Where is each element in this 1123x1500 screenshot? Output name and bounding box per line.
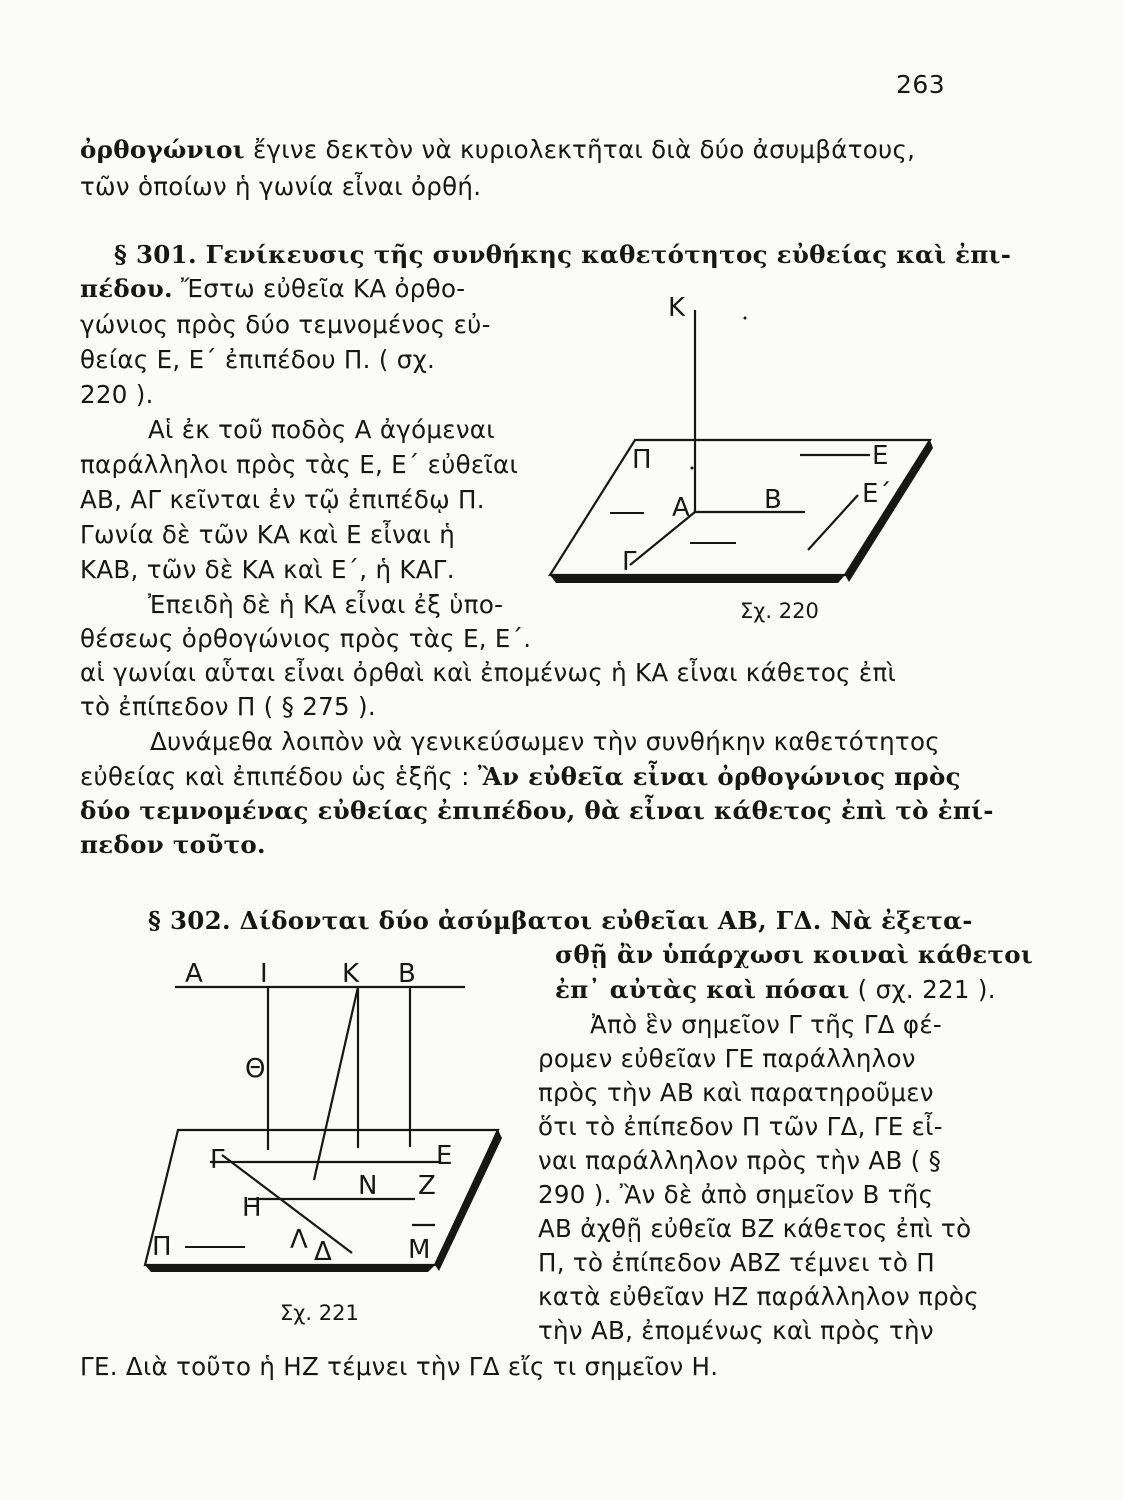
label-a: Α (185, 959, 203, 989)
text-line: κατὰ εὐθεῖαν ΗΖ παράλληλον πρὸς (538, 1282, 979, 1311)
text-line: Γωνία δὲ τῶν ΚΑ καὶ Ε εἶναι ἡ (80, 520, 456, 549)
text-line: ΑΒ ἀχθῇ εὐθεῖα ΒΖ κάθετος ἐπὶ τὸ (538, 1214, 972, 1243)
label-g: Γ (622, 547, 637, 577)
label-b: Β (764, 485, 782, 515)
bold-term: πέδου. (80, 274, 173, 303)
dot-mark (691, 467, 694, 470)
bold-term: ὀρθογώνιοι (80, 135, 245, 164)
text-line: Δυνάμεθα λοιπὸν νὰ γενικεύσωμεν τὴν συνθήκην καθετότητος (150, 727, 940, 756)
label-pi: Π (152, 1232, 172, 1262)
line-k-lambda (314, 987, 358, 1180)
bold-theorem-line: δύο τεμνομένας εὐθείας ἐπιπέδου, θὰ εἶναι κάθετος ἐπὶ τὸ ἐπί- (80, 796, 994, 825)
bold-theorem: Ἂν εὐθεῖα εἶναι ὀρθογώνιος πρὸς (477, 762, 961, 791)
text-line: πρὸς τὴν ΑΒ καὶ παρατηροῦμεν (538, 1078, 934, 1107)
figure-221 (130, 950, 535, 1350)
label-i: Ι (260, 959, 268, 989)
text-line: τὴν ΑΒ, ἐπομένως καὶ πρὸς τὴν (538, 1316, 934, 1345)
text-line: Π, τὸ ἐπίπεδον ΑΒΖ τέμνει τὸ Π (538, 1248, 935, 1277)
label-e: Ε (436, 1141, 453, 1171)
text-line: ὅτι τὸ ἐπίπεδον Π τῶν ΓΔ, ΓΕ εἶ- (538, 1112, 943, 1141)
plane-shadow (550, 575, 845, 583)
text-line (80, 135, 915, 164)
section-302-heading: § 302. Δίδονται δύο ἀσύμβατοι εὐθεῖαι ΑΒ, ΓΔ. Νὰ ἐξετα- (148, 906, 973, 935)
text-line (80, 274, 465, 303)
text-line: αἱ γωνίαι αὗται εἶναι ὀρθαὶ καὶ ἐπομένως ἡ ΚΑ εἶναι κάθετος ἐπὶ (80, 658, 897, 687)
dot-mark (744, 317, 747, 320)
text-line: ΑΒ, ΑΓ κεῖνται ἐν τῷ ἐπιπέδῳ Π. (80, 485, 485, 514)
bold-theorem-line: πεδον τοῦτο. (80, 830, 266, 859)
text-line: ΓΕ. Διὰ τοῦτο ἡ ΗΖ τέμνει τὴν ΓΔ εἴς τι σημεῖον Η. (80, 1352, 719, 1381)
label-k: Κ (668, 293, 686, 323)
label-g: Γ (210, 1145, 225, 1175)
text-line: 290 ). Ἂν δὲ ἀπὸ σημεῖον Β τῆς (538, 1180, 934, 1209)
label-m: Μ (408, 1235, 431, 1265)
text-run: ἔγινε δεκτὸν νὰ κυριολεκτῆται διὰ δύο ἀσυμβάτους, (244, 135, 916, 164)
section-302-heading-cont: σθῇ ἂν ὑπάρχωσι κοιναὶ κάθετοι (555, 940, 1034, 969)
text-line: 220 ). (80, 380, 154, 409)
text-run: Ἔστω εὐθεῖα ΚΑ ὀρθο- (172, 274, 466, 303)
plane-shadow (145, 1265, 435, 1272)
text-line: παράλληλοι πρὸς τὰς Ε, Ε΄ εὐθεῖαι (80, 450, 519, 479)
text-line: Ἀπὸ ἓν σημεῖον Γ τῆς ΓΔ φέ- (590, 1010, 943, 1039)
label-delta: Δ (314, 1237, 332, 1267)
label-theta: Θ (245, 1054, 266, 1084)
text-line: Αἱ ἐκ τοῦ ποδὸς Α ἀγόμεναι (148, 415, 495, 444)
label-e: Ε (872, 441, 889, 471)
label-n: Ν (358, 1171, 378, 1201)
text-line: θέσεως ὀρθογώνιος πρὸς τὰς Ε, Ε΄. (80, 624, 532, 653)
plane-shadow (845, 440, 933, 582)
label-z: Ζ (418, 1171, 436, 1201)
text-line: τῶν ὁποίων ἡ γωνία εἶναι ὀρθή. (80, 172, 482, 201)
text-line: θείας Ε, Ε΄ ἐπιπέδου Π. ( σχ. (80, 345, 436, 374)
text-line: Ἐπειδὴ δὲ ἡ ΚΑ εἶναι ἐξ ὑπο- (148, 590, 504, 619)
label-h: Η (242, 1193, 262, 1223)
label-b: Β (398, 959, 416, 989)
hatch-mark (690, 542, 736, 544)
figure-220 (540, 280, 940, 640)
figure-220-caption: Σχ. 220 (740, 599, 819, 623)
label-lambda: Λ (290, 1225, 308, 1255)
page-number: 263 (896, 70, 946, 99)
label-k: Κ (342, 959, 360, 989)
hatch-mark (185, 1246, 245, 1248)
line-e-prime (808, 495, 858, 550)
figure-221-caption: Σχ. 221 (280, 1301, 359, 1325)
label-e-prime: Ε΄ (862, 479, 892, 509)
section-301-heading: § 301. Γενίκευσις τῆς συνθήκης καθετότητος εὐθείας καὶ ἐπι- (114, 240, 1012, 269)
text-line: ΚΑΒ, τῶν δὲ ΚΑ καὶ Ε΄, ἡ ΚΑΓ. (80, 555, 455, 584)
text-line: ρομεν εὐθεῖαν ΓΕ παράλληλον (538, 1044, 916, 1073)
hatch-mark (610, 512, 644, 514)
text-line (555, 975, 996, 1004)
label-a: Α (672, 493, 690, 523)
text-line: ναι παράλληλον πρὸς τὴν ΑΒ ( § (538, 1146, 942, 1175)
text-line: τὸ ἐπίπεδον Π ( § 275 ). (80, 692, 376, 721)
text-line (80, 762, 961, 791)
bold-term: ἐπ᾽ αὐτὰς καὶ πόσαι (555, 975, 850, 1004)
text-run: εὐθείας καὶ ἐπιπέδου ὡς ἑξῆς : (80, 762, 478, 791)
text-run: ( σχ. 221 ). (849, 975, 996, 1004)
label-pi: Π (632, 445, 652, 475)
text-line: γώνιος πρὸς δύο τεμνομένος εὐ- (80, 310, 491, 339)
